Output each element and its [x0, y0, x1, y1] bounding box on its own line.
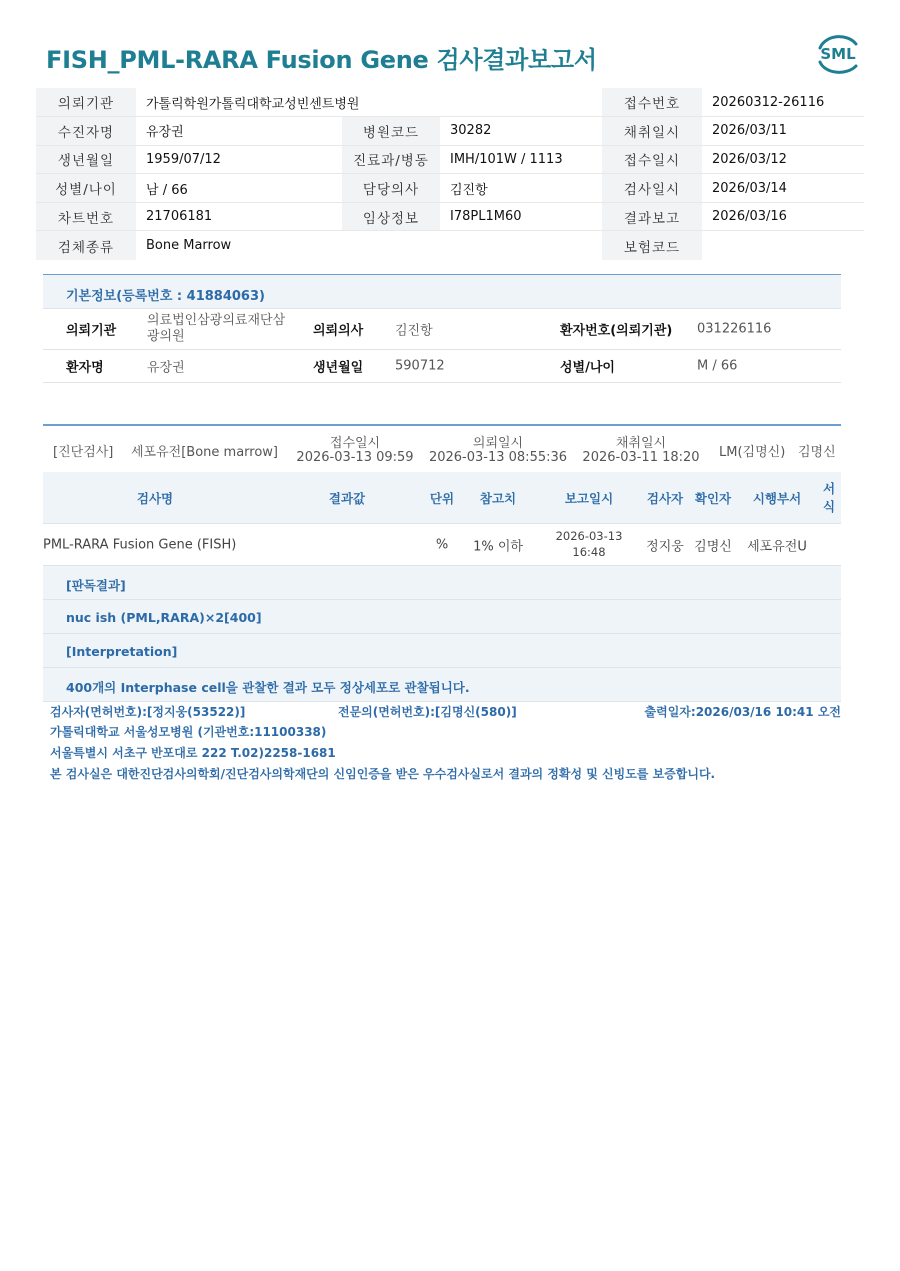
sml-logo: [812, 30, 864, 76]
header-row: [36, 145, 864, 174]
header-label: 진료과/병동: [342, 145, 440, 174]
header-label: 접수일시: [602, 145, 702, 174]
row-examiner: 정지웅: [646, 539, 684, 554]
birth-label: 생년월일: [313, 360, 364, 376]
header-row: [36, 202, 864, 231]
basic-info-section: [43, 274, 841, 383]
result-line: [판독결과]: [43, 566, 841, 600]
doctor-value: 김진항: [395, 323, 433, 339]
exam-table-row: [43, 524, 841, 566]
col-result: 결과값: [328, 490, 366, 506]
exam-section: [43, 424, 841, 702]
received-label: 접수일시: [329, 436, 381, 451]
lm-name: 김명신: [798, 445, 836, 460]
header-label: 결과보고: [602, 202, 702, 231]
header-row: [36, 174, 864, 203]
header-label: 성별/나이: [36, 174, 136, 203]
header-value: 20260312-26116: [712, 94, 825, 110]
patient-value: 유장권: [147, 360, 185, 376]
col-department: 시행부서: [752, 490, 802, 506]
col-reference: 참고치: [479, 490, 517, 506]
footer-certification: 본 검사실은 대한진단검사의학회/진단검사의학재단의 신임인증을 받은 우수검사실로서 결과의 정확성 및 신빙도를 보증합니다.: [50, 767, 716, 781]
sml-logo-text: SML: [820, 45, 856, 63]
result-line: nuc ish (PML,RARA)×2[400]: [43, 600, 841, 634]
institution-value: [147, 313, 285, 345]
institution-line: 의료법인삼광의료재단삼: [147, 313, 286, 328]
header-label: 수진자명: [36, 117, 136, 146]
header-label: 접수번호: [602, 88, 702, 117]
header-value: [702, 231, 864, 260]
exam-dept: 세포유전[Bone marrow]: [131, 445, 279, 460]
row-unit: %: [435, 537, 449, 552]
header-label: 임상정보: [342, 202, 440, 231]
row-reference: 1% 이하: [473, 539, 523, 554]
doctor-label: 의뢰의사: [313, 323, 364, 339]
header-label: 생년월일: [36, 145, 136, 174]
row-report-date: 2026-03-13: [555, 529, 623, 543]
header-value: 30282: [450, 123, 492, 139]
header-value: IMH/101W / 1113: [450, 151, 563, 167]
col-examiner: 검사자: [646, 490, 684, 506]
header-row: [36, 88, 864, 117]
col-format: 서: [822, 481, 836, 496]
birth-value: 590712: [395, 358, 445, 374]
header-label: 검체종류: [36, 231, 136, 260]
header-label: 의뢰기관: [36, 88, 136, 117]
row-report-time: 16:48: [572, 545, 606, 559]
sex-age-value: M / 66: [697, 358, 738, 374]
result-line: 400개의 Interphase cell을 관찰한 결과 모두 정상세포로 관찰됩니다.: [43, 668, 841, 702]
patient-no-label: 환자번호(의뢰기관): [560, 323, 673, 339]
result-line: [Interpretation]: [43, 634, 841, 668]
sex-age-label: 성별/나이: [560, 360, 615, 376]
header-row: [36, 117, 864, 146]
collected-label: 채취일시: [615, 436, 667, 451]
row-confirmer: 김명신: [694, 539, 732, 554]
header-value: 2026/03/16: [712, 209, 787, 225]
exam-table-header: [43, 472, 841, 524]
header-label: 병원코드: [342, 117, 440, 146]
col-confirmer: 확인자: [694, 490, 732, 506]
header-value: 2026/03/14: [712, 180, 787, 196]
col-unit: 단위: [429, 490, 455, 506]
header-value: 2026/03/12: [712, 151, 787, 167]
collected-value: 2026-03-11 18:20: [582, 450, 700, 465]
row-department: 세포유전U: [747, 539, 807, 554]
institution-line: 광의원: [147, 329, 185, 344]
header-value: 유장권: [146, 125, 184, 141]
received-value: 2026-03-13 09:59: [296, 450, 414, 465]
institution-label: 의뢰기관: [66, 323, 117, 339]
footer-address: 서울특별시 서초구 반포대로 222 T.02)2258-1681: [50, 746, 336, 760]
col-format: 식: [822, 499, 836, 514]
footer-specialist: 전문의(면허번호):[김명신(580)]: [338, 705, 517, 719]
requested-value: 2026-03-13 08:55:36: [428, 450, 568, 465]
header-label: 담당의사: [342, 174, 440, 203]
header-value: I78PL1M60: [450, 209, 522, 225]
header-value: 1959/07/12: [146, 151, 221, 167]
exam-meta: [43, 426, 841, 472]
footer-hospital: 가톨릭대학교 서울성모병원 (기관번호:11100338): [50, 725, 327, 739]
footer-examiner: 검사자(면허번호):[정지웅(53522)]: [50, 705, 246, 719]
header-value: 가톨릭학원가톨릭대학교성빈센트병원: [146, 96, 360, 112]
requested-label: 의뢰일시: [472, 436, 524, 451]
header-row: [36, 231, 864, 260]
report-title: FISH_PML-RARA Fusion Gene 검사결과보고서: [46, 46, 597, 74]
patient-no-value: 031226116: [697, 321, 772, 337]
col-name: 검사명: [136, 490, 174, 506]
basic-info-row: [43, 350, 841, 383]
row-name: PML-RARA Fusion Gene (FISH): [43, 537, 237, 552]
basic-info-title: 기본정보(등록번호 : 41884063): [43, 274, 841, 309]
header-info-table: [36, 88, 864, 260]
header-value: 21706181: [146, 209, 213, 225]
header-value: 김진항: [450, 182, 488, 198]
header-value: Bone Marrow: [146, 238, 232, 254]
header-value: 2026/03/11: [712, 123, 787, 139]
col-report-date: 보고일시: [564, 490, 614, 506]
header-label: 차트번호: [36, 202, 136, 231]
basic-info-row: [43, 309, 841, 350]
header-label: 검사일시: [602, 174, 702, 203]
header-label: 채취일시: [602, 117, 702, 146]
header-value: 남 / 66: [146, 182, 188, 198]
footer-printed: 출력일자:2026/03/16 10:41 오전: [644, 705, 841, 719]
exam-category: [진단검사]: [53, 445, 114, 460]
header-label: 보험코드: [602, 231, 702, 260]
patient-label: 환자명: [66, 360, 104, 376]
lm-label: LM(김명신): [719, 445, 786, 460]
